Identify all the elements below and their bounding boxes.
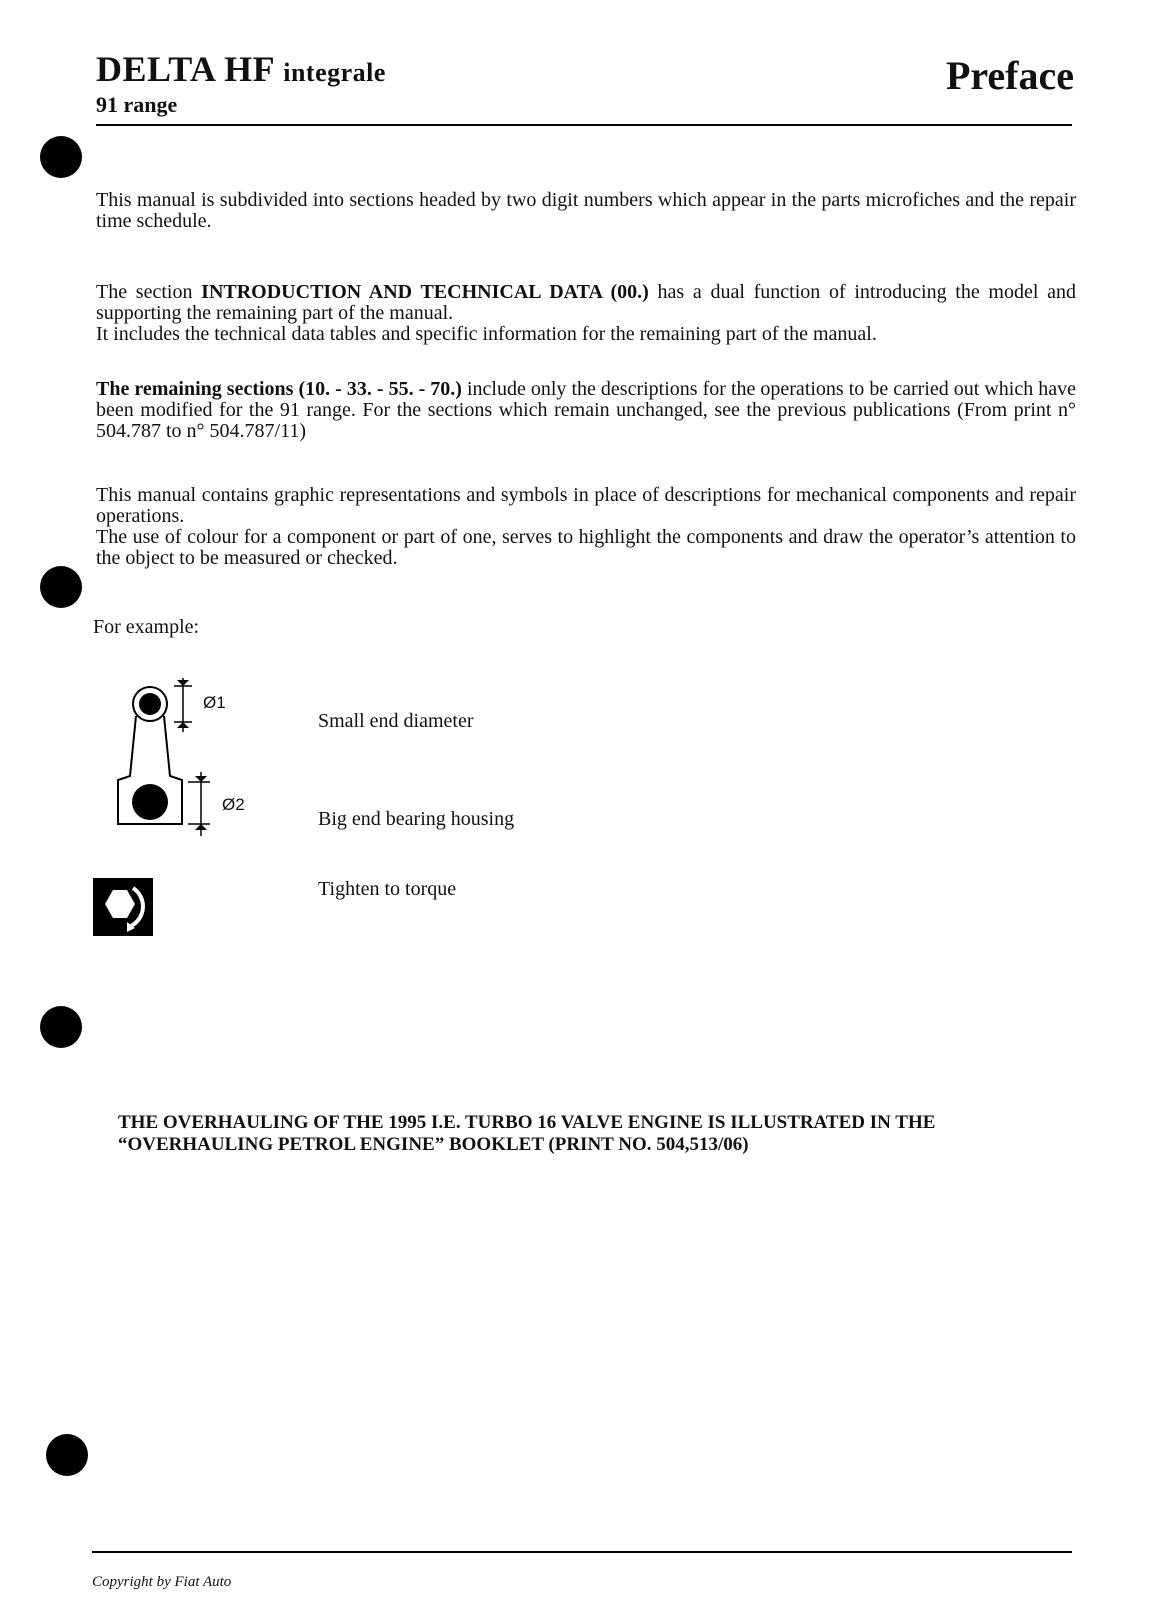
torque-label: Tighten to torque [318, 878, 457, 900]
footer-rule [92, 1551, 1072, 1553]
paragraph-graphics [96, 485, 1076, 569]
paragraph-introduction [96, 282, 1076, 345]
p2-text-pre: The section [96, 281, 202, 303]
p2-line2: It includes the technical data tables and specific information for the remaining part of the manual. [96, 323, 877, 345]
document-title [96, 48, 386, 90]
punch-hole-2 [40, 566, 82, 608]
paragraph-remaining-sections [96, 379, 1076, 442]
example-intro: For example: [93, 616, 200, 638]
overhaul-notice: THE OVERHAULING OF THE 1995 I.E. TURBO 16 VALVE ENGINE IS ILLUSTRATED IN THE “OVERHAULING PETROL ENGINE” BOOKLET (PRINT NO. 504,513/06) [118, 1112, 936, 1155]
paragraph-sections [96, 190, 1076, 232]
torque-icon [93, 878, 153, 936]
p3-text: include only the descriptions for the operations to be carried out which have been modified for the 91 range. For the sections which remain unchanged, see the previous publications (From print n° 504.787 to n° 504.787/11) [96, 378, 1076, 442]
punch-hole-3 [40, 1006, 82, 1048]
p4-line1: This manual contains graphic representations and symbols in place of descriptions for mechanical components and repair operations. [96, 484, 1076, 527]
range-label: 91 range [96, 92, 178, 117]
punch-hole-4 [46, 1434, 88, 1476]
model-suffix: integrale [283, 58, 386, 87]
paragraph-sections-text: This manual is subdivided into sections headed by two digit numbers which appear in the parts microfiches and the repair time schedule. [96, 189, 1076, 232]
p4-line2: The use of colour for a component or part of one, serves to highlight the components and draw the operator’s attention to the object to be measured or checked. [96, 526, 1076, 569]
diameter-1-label: Ø1 [203, 693, 226, 712]
p3-bold-text: The remaining sections (10. - 33. - 55. - 70.) [96, 378, 462, 400]
p2-bold-text: INTRODUCTION AND TECHNICAL DATA (00.) [201, 281, 649, 303]
diameter-2-label: Ø2 [222, 795, 245, 814]
connecting-rod-diagram [112, 676, 272, 846]
copyright-footer: Copyright by Fiat Auto [92, 1574, 232, 1590]
punch-hole-1 [40, 136, 82, 178]
big-end-label: Big end bearing housing [318, 808, 515, 830]
p2-text-post: has a dual function of introducing the model and supporting the remaining part of the manual. [96, 281, 1076, 324]
header-rule [96, 124, 1072, 126]
section-title: Preface [945, 53, 1074, 98]
small-end-label: Small end diameter [318, 710, 474, 732]
model-name: DELTA HF [96, 49, 274, 89]
